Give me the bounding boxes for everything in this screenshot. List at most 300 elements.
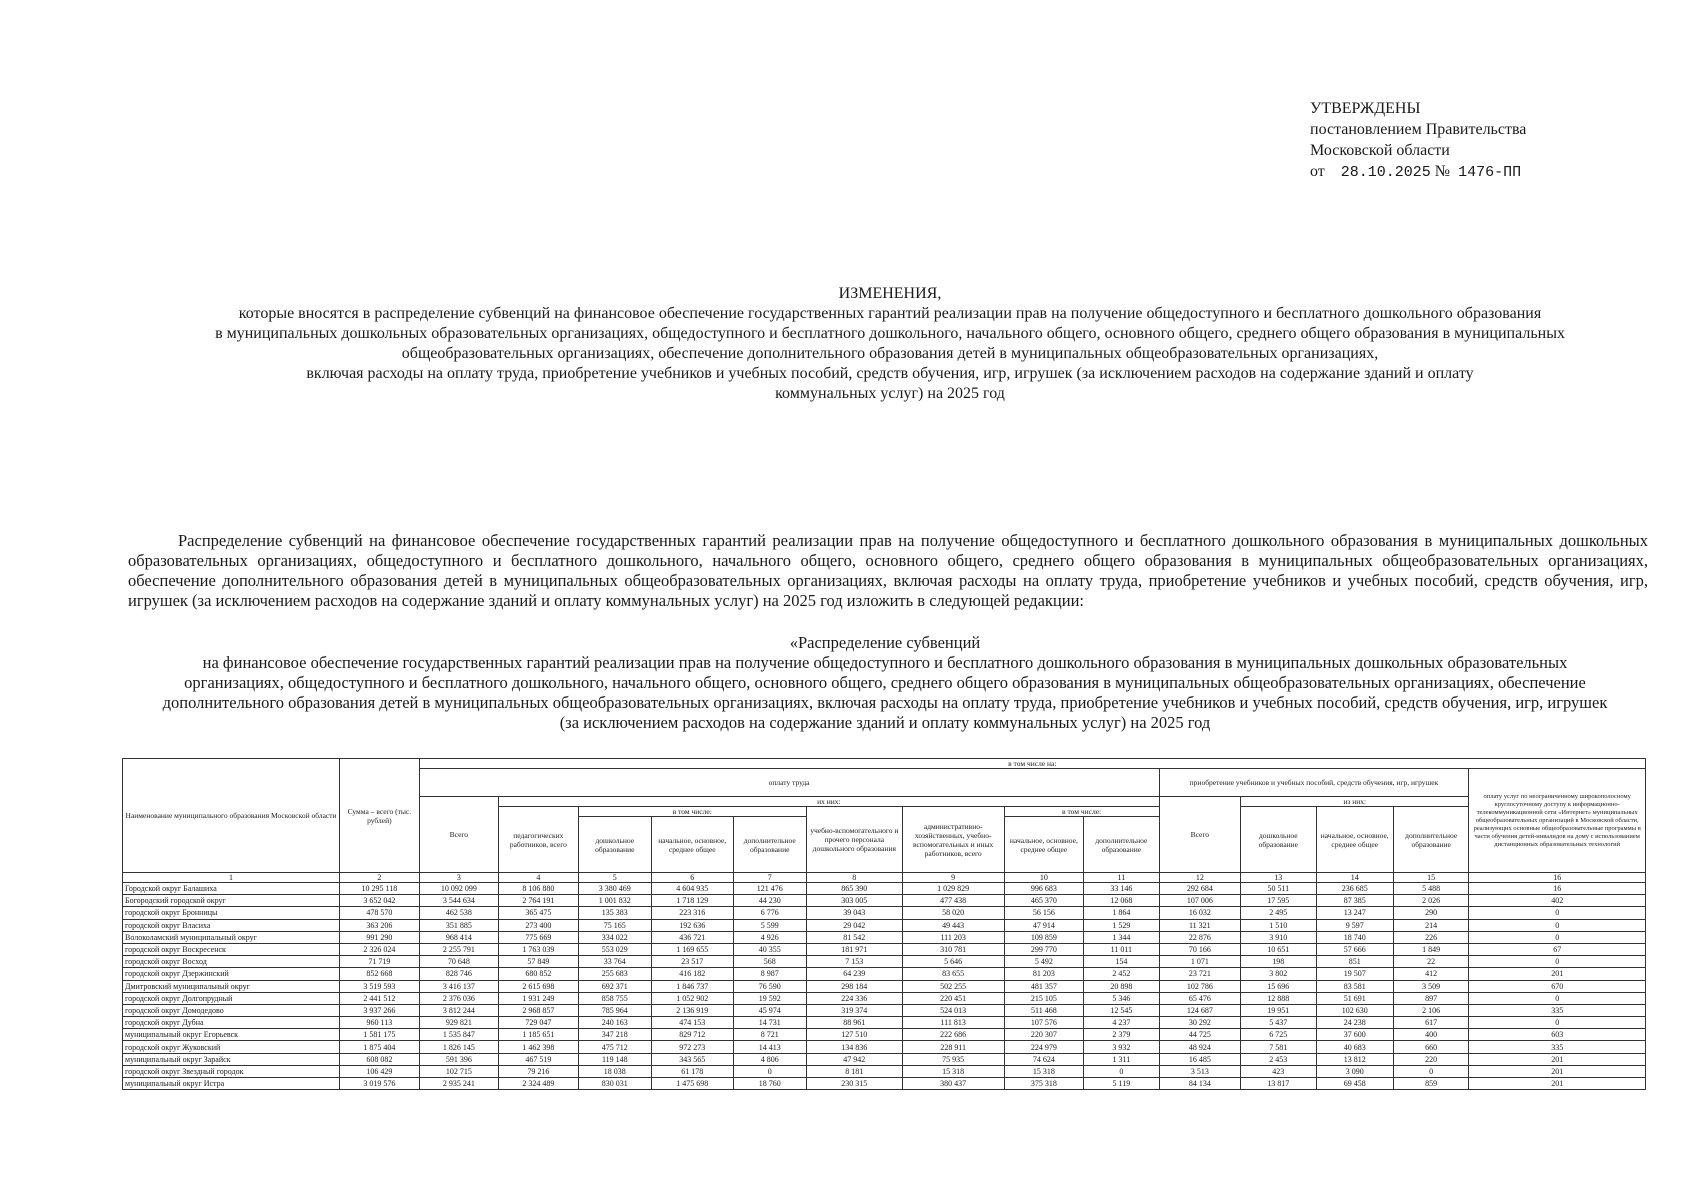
table-cell: 29 042	[806, 919, 902, 931]
approved-date-line	[1310, 161, 1526, 183]
table-cell: 23 721	[1159, 968, 1241, 980]
table-cell: 2 324 489	[499, 1078, 579, 1090]
table-cell: 1 826 145	[419, 1041, 499, 1053]
table-cell: 478 570	[340, 907, 420, 919]
table-cell: 13 817	[1241, 1078, 1316, 1090]
table-cell: 865 390	[806, 883, 902, 895]
table-cell: 8 987	[733, 968, 806, 980]
table-cell: 111 813	[902, 1017, 1004, 1029]
table-cell: 423	[1241, 1065, 1316, 1077]
table-cell: 5 488	[1393, 883, 1468, 895]
table-cell: 56 156	[1004, 907, 1084, 919]
table-cell: 220 307	[1004, 1029, 1084, 1041]
table-cell: 3 019 576	[340, 1078, 420, 1090]
table-cell: 0	[1469, 1017, 1646, 1029]
table-row	[123, 943, 1646, 955]
table-cell: 201	[1469, 1078, 1646, 1090]
subtitle-line-5: (за исключением расходов на содержание зданий и оплату коммунальных услуг) на 2025 год	[559, 713, 1211, 732]
table-cell: 0	[1469, 956, 1646, 968]
table-row	[123, 883, 1646, 895]
table-cell: 524 013	[902, 1004, 1004, 1016]
table-cell: 0	[733, 1065, 806, 1077]
table-cell: 2 136 919	[651, 1004, 733, 1016]
table-cell: 319 374	[806, 1004, 902, 1016]
table-cell: 617	[1393, 1017, 1468, 1029]
table-cell: 335	[1469, 1041, 1646, 1053]
table-cell: 18 038	[578, 1065, 651, 1077]
header-support: учебно-вспомогательного и прочего персонала дошкольного образования	[806, 807, 902, 873]
table-cell: 0	[1469, 919, 1646, 931]
table-cell: 201	[1469, 1053, 1646, 1065]
table-cell: 121 476	[733, 883, 806, 895]
table-cell: 8 106 880	[499, 883, 579, 895]
table-cell: 5 646	[902, 956, 1004, 968]
table-cell: 10 651	[1241, 943, 1316, 955]
municipality-name: городской округ Воскресенск	[123, 943, 340, 955]
header-including-2: в том числе:	[578, 807, 806, 817]
table-cell: 1 311	[1084, 1053, 1159, 1065]
table-cell: 972 273	[651, 1041, 733, 1053]
table-cell: 1 001 832	[578, 895, 651, 907]
table-cell: 20 898	[1084, 980, 1159, 992]
table-cell: 3 513	[1159, 1065, 1241, 1077]
approved-by: постановлением Правительства	[1310, 121, 1527, 138]
municipality-name: муниципальный округ Истра	[123, 1078, 340, 1090]
table-cell: 154	[1084, 956, 1159, 968]
table-cell: 135 383	[578, 907, 651, 919]
table-cell: 991 290	[340, 931, 420, 943]
table-cell: 12 545	[1084, 1004, 1159, 1016]
table-cell: 58 020	[902, 907, 1004, 919]
title-heading: ИЗМЕНЕНИЯ,	[838, 285, 942, 302]
table-cell: 102 630	[1316, 1004, 1393, 1016]
approval-date: 28.10.2025	[1340, 164, 1431, 181]
table-cell: 465 370	[1004, 895, 1084, 907]
table-cell: 47 942	[806, 1053, 902, 1065]
table-cell: 343 565	[651, 1053, 733, 1065]
table-cell: 13 812	[1316, 1053, 1393, 1065]
table-cell: 1 581 175	[340, 1029, 420, 1041]
table-row	[123, 956, 1646, 968]
header-labor-total: Всего	[419, 797, 499, 873]
table-row	[123, 931, 1646, 943]
table-cell: 2 764 191	[499, 895, 579, 907]
table-cell: 44 230	[733, 895, 806, 907]
table-cell: 222 686	[902, 1029, 1004, 1041]
municipality-name: городской округ Власиха	[123, 919, 340, 931]
header-including-3: в том числе:	[1004, 807, 1159, 817]
table-cell: 70 166	[1159, 943, 1241, 955]
table-cell: 1 169 655	[651, 943, 733, 955]
table-cell: 57 849	[499, 956, 579, 968]
table-cell: 1 029 829	[902, 883, 1004, 895]
table-cell: 3 090	[1316, 1065, 1393, 1077]
table-cell: 107 576	[1004, 1017, 1084, 1029]
column-number: 9	[902, 873, 1004, 883]
table-cell: 852 668	[340, 968, 420, 980]
table-cell: 462 538	[419, 907, 499, 919]
column-number: 4	[499, 873, 579, 883]
table-cell: 11 321	[1159, 919, 1241, 931]
header-total: Сумма – всего (тыс. рублей)	[340, 759, 420, 873]
title-line-5: коммунальных услуг) на 2025 год	[775, 385, 1005, 402]
table-cell: 4 926	[733, 931, 806, 943]
table-cell: 334 022	[578, 931, 651, 943]
table-cell: 255 683	[578, 968, 651, 980]
table-row	[123, 919, 1646, 931]
title-line-3: общеобразовательных организациях, обеспечение дополнительного образования детей в муниципальных общеобразовательных организациях,	[401, 345, 1379, 362]
subtitle-line-2: на финансовое обеспечение государственных гарантий реализации прав на получение общедоступного и бесплатного дошкольного образования в муниципальных дошкольных образовательных	[202, 653, 1568, 672]
number-sign: №	[1434, 163, 1451, 180]
column-number: 10	[1004, 873, 1084, 883]
table-cell: 4 604 935	[651, 883, 733, 895]
table-cell: 467 519	[499, 1053, 579, 1065]
table-cell: 7 581	[1241, 1041, 1316, 1053]
municipality-name: муниципальный округ Егорьевск	[123, 1029, 340, 1041]
municipality-name: городской округ Жуковский	[123, 1041, 340, 1053]
table-cell: 1 846 737	[651, 980, 733, 992]
table-cell: 81 203	[1004, 968, 1084, 980]
table-cell: 292 684	[1159, 883, 1241, 895]
table-cell: 1 475 698	[651, 1078, 733, 1090]
table-cell: 347 218	[578, 1029, 651, 1041]
table-cell: 996 683	[1004, 883, 1084, 895]
header-name: Наименование муниципального образования Московской области	[123, 759, 340, 873]
table-cell: 851	[1316, 956, 1393, 968]
table-cell: 402	[1469, 895, 1646, 907]
table-cell: 3 910	[1241, 931, 1316, 943]
table-cell: 119 148	[578, 1053, 651, 1065]
table-cell: 198	[1241, 956, 1316, 968]
column-number: 11	[1084, 873, 1159, 883]
municipality-name: городской округ Дзержинский	[123, 968, 340, 980]
table-cell: 215 105	[1004, 992, 1084, 1004]
table-cell: 897	[1393, 992, 1468, 1004]
approval-number: 1476-ПП	[1458, 164, 1522, 181]
table-cell: 3 380 469	[578, 883, 651, 895]
table-row	[123, 1078, 1646, 1090]
table-cell: 106 429	[340, 1065, 420, 1077]
table-cell: 70 648	[419, 956, 499, 968]
table-cell: 64 239	[806, 968, 902, 980]
column-number: 14	[1316, 873, 1393, 883]
subtitle-line-1: «Распределение субвенций	[789, 633, 981, 652]
table-cell: 109 859	[1004, 931, 1084, 943]
table-cell: 102 786	[1159, 980, 1241, 992]
table-cell: 670	[1469, 980, 1646, 992]
table-cell: 1 875 404	[340, 1041, 420, 1053]
table-cell: 0	[1084, 1065, 1159, 1077]
header-additional: дополнительное образование	[733, 817, 806, 873]
table-cell: 223 316	[651, 907, 733, 919]
table-cell: 929 821	[419, 1017, 499, 1029]
table-cell: 75 935	[902, 1053, 1004, 1065]
table-cell: 475 712	[578, 1041, 651, 1053]
table-cell: 591 396	[419, 1053, 499, 1065]
table-cell: 474 153	[651, 1017, 733, 1029]
table-title	[120, 633, 1650, 733]
table-cell: 37 600	[1316, 1029, 1393, 1041]
table-cell: 481 357	[1004, 980, 1084, 992]
table-cell: 8 721	[733, 1029, 806, 1041]
table-header	[123, 759, 1646, 873]
table-cell: 1 931 249	[499, 992, 579, 1004]
municipality-name: городской округ Домодедово	[123, 1004, 340, 1016]
municipality-name: городской округ Дубна	[123, 1017, 340, 1029]
subtitle-line-3: организациях, общедоступного и бесплатного дошкольного, начального общего, основного общего, среднего общего образования в муниципальных общеобразовательных организациях, обеспечение	[184, 673, 1586, 692]
municipality-name: городской округ Бронницы	[123, 907, 340, 919]
table-row	[123, 1065, 1646, 1077]
table-row	[123, 1017, 1646, 1029]
table-cell: 3 932	[1084, 1041, 1159, 1053]
header-admin-additional: дополнительное образование	[1084, 817, 1159, 873]
table-cell: 5 599	[733, 919, 806, 931]
table-cell: 13 247	[1316, 907, 1393, 919]
table-cell: 81 542	[806, 931, 902, 943]
table-cell: 19 951	[1241, 1004, 1316, 1016]
header-of-them: их них:	[499, 797, 1159, 807]
table-cell: 3 509	[1393, 980, 1468, 992]
table-cell: 51 691	[1316, 992, 1393, 1004]
table-cell: 74 624	[1004, 1053, 1084, 1065]
municipality-name: городской округ Восход	[123, 956, 340, 968]
table-cell: 228 911	[902, 1041, 1004, 1053]
table-row	[123, 1004, 1646, 1016]
table-cell: 1 071	[1159, 956, 1241, 968]
table-cell: 224 979	[1004, 1041, 1084, 1053]
header-general: начальное, основное, среднее общее	[651, 817, 733, 873]
municipality-name: Городской округ Балашиха	[123, 883, 340, 895]
table-cell: 57 666	[1316, 943, 1393, 955]
table-row	[123, 1029, 1646, 1041]
table-cell: 1 344	[1084, 931, 1159, 943]
table-cell: 7 153	[806, 956, 902, 968]
table-cell: 1 763 039	[499, 943, 579, 955]
table-cell: 3 652 042	[340, 895, 420, 907]
table-cell: 310 781	[902, 943, 1004, 955]
table-cell: 40 683	[1316, 1041, 1393, 1053]
table-cell: 351 885	[419, 919, 499, 931]
table-cell: 2 379	[1084, 1029, 1159, 1041]
table-cell: 553 029	[578, 943, 651, 955]
column-number: 15	[1393, 873, 1468, 883]
table-cell: 400	[1393, 1029, 1468, 1041]
table-cell: 236 685	[1316, 883, 1393, 895]
table-cell: 2 495	[1241, 907, 1316, 919]
document-title	[150, 285, 1630, 404]
table-cell: 2 255 791	[419, 943, 499, 955]
table-cell: 33 764	[578, 956, 651, 968]
table-cell: 40 355	[733, 943, 806, 955]
municipality-name: Богородский городской округ	[123, 895, 340, 907]
table-cell: 828 746	[419, 968, 499, 980]
table-cell: 19 592	[733, 992, 806, 1004]
table-cell: 201	[1469, 1065, 1646, 1077]
table-cell: 240 163	[578, 1017, 651, 1029]
table-cell: 680 852	[499, 968, 579, 980]
table-cell: 15 696	[1241, 980, 1316, 992]
table-cell: 102 715	[419, 1065, 499, 1077]
table-cell: 14 731	[733, 1017, 806, 1029]
table-cell: 23 517	[651, 956, 733, 968]
table-cell: 412	[1393, 968, 1468, 980]
column-number: 2	[340, 873, 420, 883]
table-cell: 2 376 036	[419, 992, 499, 1004]
table-row	[123, 992, 1646, 1004]
table-cell: 33 146	[1084, 883, 1159, 895]
approved-region: Московской области	[1310, 142, 1450, 159]
table-cell: 50 511	[1241, 883, 1316, 895]
table-cell: 1 535 847	[419, 1029, 499, 1041]
table-cell: 15 318	[1004, 1065, 1084, 1077]
table-cell: 3 416 137	[419, 980, 499, 992]
column-number: 5	[578, 873, 651, 883]
municipality-name: городской округ Звездный городок	[123, 1065, 340, 1077]
table-cell: 30 292	[1159, 1017, 1241, 1029]
municipality-name: муниципальный округ Зарайск	[123, 1053, 340, 1065]
table-cell: 829 712	[651, 1029, 733, 1041]
table-cell: 5 346	[1084, 992, 1159, 1004]
table-cell: 365 475	[499, 907, 579, 919]
subtitle-line-4: дополнительного образования детей в муниципальных общеобразовательных организациях, включая расходы на оплату труда, приобретение учебников и учебных пособий, средств обучения, игр, игрушек	[162, 693, 1608, 712]
table-cell: 16 485	[1159, 1053, 1241, 1065]
amendment-paragraph: Распределение субвенций на финансовое обеспечение государственных гарантий реализации прав на получение общедоступного и бесплатного дошкольного образования в муниципальных дошкольных образовательных организациях, общедоступного и бесплатного дошкольного, начального общего, основного общего, среднего общего образования в муниципальных общеобразовательных организациях, обеспечение дополнительного образования детей в муниципальных общеобразовательных организациях, включая расходы на оплату труда, приобретение учебников и учебных пособий, средств обучения, игр, игрушек (за исключением расходов на содержание зданий и оплату коммунальных услуг) на 2025 год изложить в следующей редакции:	[128, 531, 1648, 610]
table-cell: 48 924	[1159, 1041, 1241, 1053]
table-cell: 436 721	[651, 931, 733, 943]
table-cell: 71 719	[340, 956, 420, 968]
table-cell: 660	[1393, 1041, 1468, 1053]
table-cell: 363 206	[340, 919, 420, 931]
table-row	[123, 968, 1646, 980]
table-cell: 8 181	[806, 1065, 902, 1077]
column-number: 8	[806, 873, 902, 883]
table-cell: 39 043	[806, 907, 902, 919]
table-cell: 0	[1393, 1065, 1468, 1077]
table-cell: 124 687	[1159, 1004, 1241, 1016]
table-cell: 214	[1393, 919, 1468, 931]
table-cell: 83 655	[902, 968, 1004, 980]
table-cell: 4 237	[1084, 1017, 1159, 1029]
table-cell: 10 092 099	[419, 883, 499, 895]
table-cell: 16 032	[1159, 907, 1241, 919]
table-cell: 2 326 024	[340, 943, 420, 955]
subsidy-table	[122, 758, 1646, 1090]
header-admin-general: начальное, основное, среднее общее	[1004, 817, 1084, 873]
table-cell: 49 443	[902, 919, 1004, 931]
table-cell: 4 806	[733, 1053, 806, 1065]
table-cell: 45 974	[733, 1004, 806, 1016]
table-cell: 16	[1469, 883, 1646, 895]
table-cell: 416 182	[651, 968, 733, 980]
table-cell: 224 336	[806, 992, 902, 1004]
table-cell: 692 371	[578, 980, 651, 992]
table-cell: 47 914	[1004, 919, 1084, 931]
table-cell: 298 184	[806, 980, 902, 992]
column-number: 7	[733, 873, 806, 883]
table-cell: 88 961	[806, 1017, 902, 1029]
table-cell: 6 725	[1241, 1029, 1316, 1041]
column-number: 1	[123, 873, 340, 883]
table-cell: 87 385	[1316, 895, 1393, 907]
table-cell: 11 011	[1084, 943, 1159, 955]
table-cell: 44 725	[1159, 1029, 1241, 1041]
table-cell: 19 507	[1316, 968, 1393, 980]
table-cell: 335	[1469, 1004, 1646, 1016]
table-row	[123, 907, 1646, 919]
header-books-general: начальное, основное, среднее общее	[1316, 807, 1393, 873]
table-row	[123, 1053, 1646, 1065]
table-cell: 299 770	[1004, 943, 1084, 955]
table-cell: 226	[1393, 931, 1468, 943]
table-cell: 2 453	[1241, 1053, 1316, 1065]
table-cell: 181 971	[806, 943, 902, 955]
table-cell: 75 165	[578, 919, 651, 931]
table-cell: 3 937 266	[340, 1004, 420, 1016]
table-body	[123, 873, 1646, 1090]
table-cell: 22 876	[1159, 931, 1241, 943]
table-cell: 2 968 857	[499, 1004, 579, 1016]
table-cell: 12 068	[1084, 895, 1159, 907]
table-cell: 201	[1469, 968, 1646, 980]
table-cell: 290	[1393, 907, 1468, 919]
header-teachers: педагогических работников, всего	[499, 807, 579, 873]
table-cell: 5 119	[1084, 1078, 1159, 1090]
table-cell: 67	[1469, 943, 1646, 955]
column-number: 16	[1469, 873, 1646, 883]
table-cell: 375 318	[1004, 1078, 1084, 1090]
table-cell: 2 452	[1084, 968, 1159, 980]
title-line-4: включая расходы на оплату труда, приобретение учебников и учебных пособий, средств обучения, игр, игрушек (за исключением расходов на содержание зданий и оплату	[306, 365, 1474, 382]
table-cell: 9 597	[1316, 919, 1393, 931]
table-cell: 18 760	[733, 1078, 806, 1090]
table-cell: 17 595	[1241, 895, 1316, 907]
approved-heading: УТВЕРЖДЕНЫ	[1310, 100, 1421, 117]
table-cell: 220	[1393, 1053, 1468, 1065]
municipality-name: городской округ Долгопрудный	[123, 992, 340, 1004]
table-cell: 0	[1469, 992, 1646, 1004]
title-line-2: в муниципальных дошкольных образовательных организациях, общедоступного и бесплатного дошкольного, начального общего, основного общего, среднего общего образования в муниципальных	[215, 325, 1565, 342]
header-labor: оплату труда	[419, 769, 1159, 797]
table-cell: 785 964	[578, 1004, 651, 1016]
table-cell: 775 669	[499, 931, 579, 943]
table-cell: 380 437	[902, 1078, 1004, 1090]
table-cell: 6 776	[733, 907, 806, 919]
table-cell: 502 255	[902, 980, 1004, 992]
column-number: 13	[1241, 873, 1316, 883]
table-cell: 1 052 902	[651, 992, 733, 1004]
table-cell: 230 315	[806, 1078, 902, 1090]
table-row	[123, 1041, 1646, 1053]
table-cell: 3 812 244	[419, 1004, 499, 1016]
table-cell: 3 802	[1241, 968, 1316, 980]
table-cell: 61 178	[651, 1065, 733, 1077]
table-cell: 2 026	[1393, 895, 1468, 907]
header-internet: оплату услуг по неограниченному широкополосному круглосуточному доступу к информационно-телекоммуникационной сети «Интернет» муниципальных общеобразовательных организаций в Московской области, реализующих основные общеобразовательные программы в части обучения детей-инвалидов на дому с использованием дистанционных образовательных технологий	[1469, 769, 1646, 873]
table-row	[123, 895, 1646, 907]
table-cell: 477 438	[902, 895, 1004, 907]
table-cell: 24 238	[1316, 1017, 1393, 1029]
table-cell: 1 718 129	[651, 895, 733, 907]
table-cell: 1 529	[1084, 919, 1159, 931]
column-number: 3	[419, 873, 499, 883]
table-cell: 65 476	[1159, 992, 1241, 1004]
table-cell: 5 437	[1241, 1017, 1316, 1029]
column-number-row	[123, 873, 1646, 883]
table-cell: 2 106	[1393, 1004, 1468, 1016]
table-cell: 5 492	[1004, 956, 1084, 968]
table-cell: 0	[1469, 907, 1646, 919]
table-cell: 1 864	[1084, 907, 1159, 919]
